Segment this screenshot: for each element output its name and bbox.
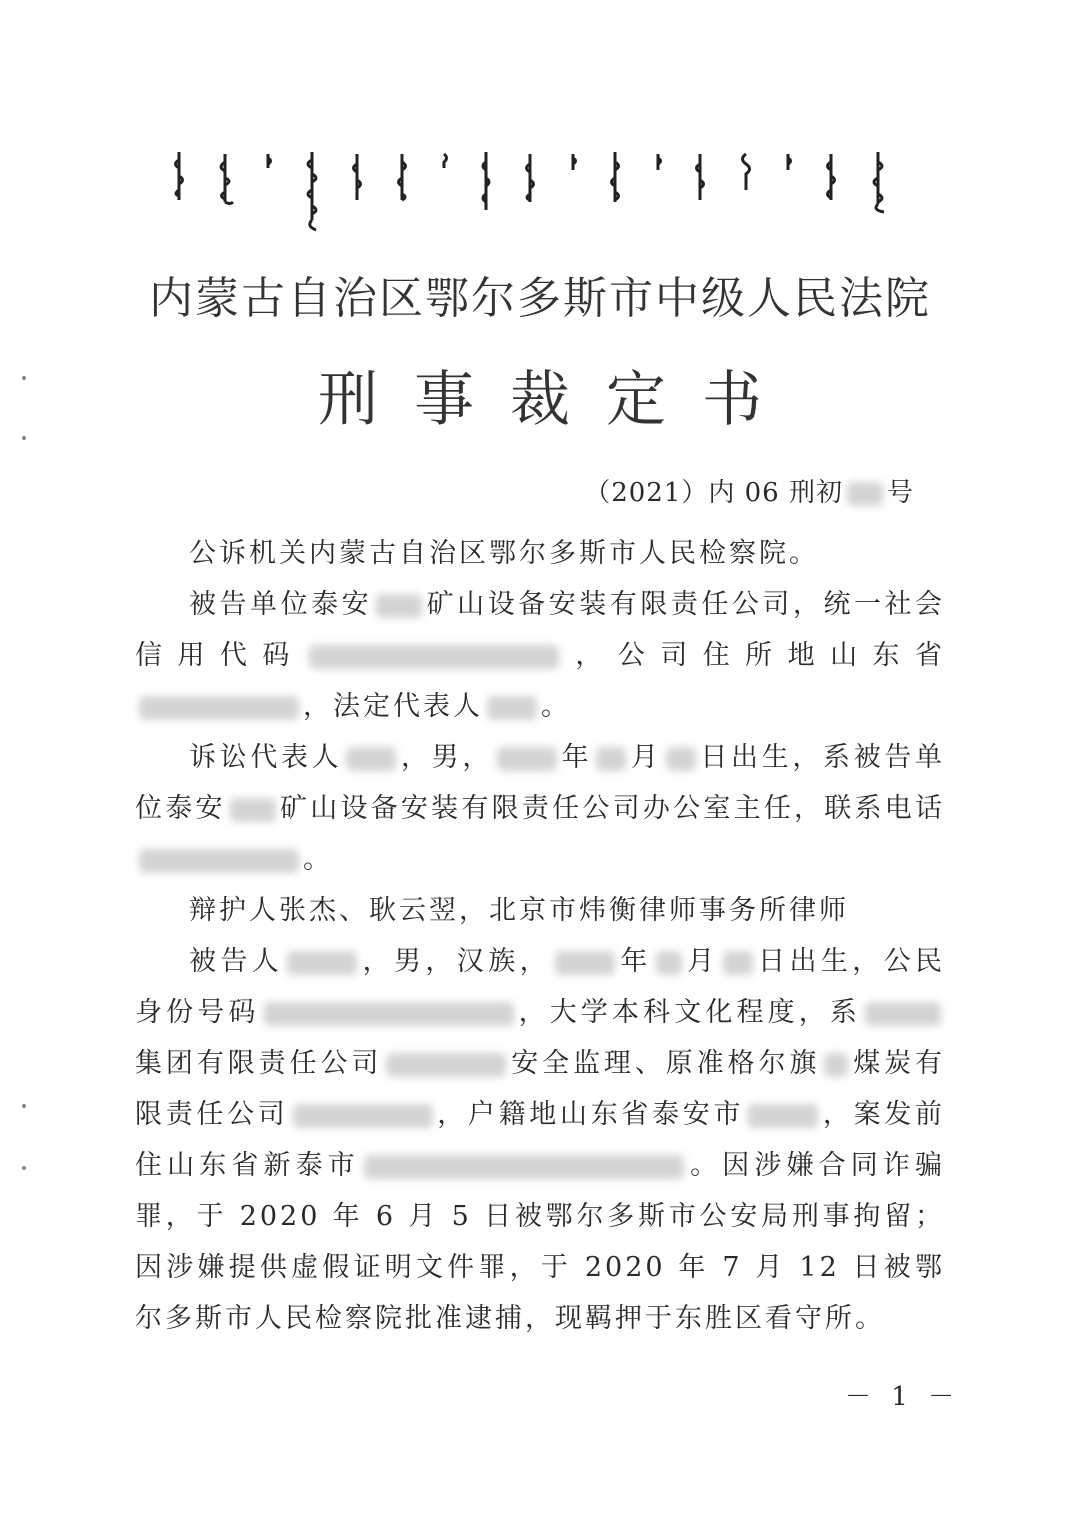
margin-mark (22, 1104, 26, 1108)
redacted-residence (364, 1155, 684, 1179)
defendant-company-paragraph: 被告单位泰安 矿山设备安装有限责任公司，统一社会信用代码 ，公司住所地山东省，法定代表人 。 (135, 589, 946, 722)
court-name: 内蒙古自治区鄂尔多斯市中级人民法院 (149, 273, 931, 324)
redacted-legal-rep (487, 696, 537, 720)
redacted-month (656, 951, 682, 975)
document-title: 刑事裁定书 (318, 365, 798, 435)
document-body (135, 528, 945, 1344)
redacted-company-name (230, 798, 276, 822)
margin-mark (22, 1166, 26, 1170)
redacted-district (748, 1104, 818, 1128)
redacted-year (555, 951, 615, 975)
redacted-position (293, 1104, 433, 1128)
redacted-credit-code (309, 645, 559, 669)
redacted-id-number (264, 1002, 514, 1026)
margin-mark (22, 436, 26, 440)
defendant-paragraph: 被告人 ，男，汉族， 年 月 日出生，公民身份号码 ，大学本科文化程度，系集团有限责任公司 安全监理、原准格尔旗 煤炭有限责任公司 ，户籍地山东省泰安市 ，案发前住山东省新泰市 。因涉嫌合同诈骗罪，于 2020 年 6 月 5 日被鄂尔多斯市公安局刑事拘留；因涉嫌提供虚假证明文件罪，于 2020 年 7 月 12 日被鄂尔多斯市人民检察院批准逮捕，现羁押于东胜区看守所。 (135, 946, 946, 1334)
litigation-rep-paragraph: 诉讼代表人 ，男， 年 月 日出生，系被告单位泰安 矿山设备安装有限责任公司办公室主任，联系电话。 (135, 742, 946, 875)
redacted-department (386, 1053, 506, 1077)
mongolian-court-name (170, 150, 890, 240)
redacted-company-name (376, 594, 422, 618)
case-number-prefix: （2021）内 06 刑初 (584, 478, 843, 508)
redacted-rep-name (346, 747, 396, 771)
redacted-year (497, 747, 557, 771)
case-number (584, 472, 914, 509)
prosecutor-paragraph: 公诉机关内蒙古自治区鄂尔多斯市人民检察院。 (189, 538, 819, 569)
redacted-company-name (824, 1053, 848, 1077)
redacted-day (723, 951, 753, 975)
case-number-suffix: 号 (886, 478, 914, 508)
defense-counsel-paragraph: 辩护人张杰、耿云翌，北京市炜衡律师事务所律师 (189, 895, 849, 926)
redacted-case-seq (847, 482, 883, 506)
redacted-day (666, 747, 696, 771)
redacted-employer (865, 1002, 941, 1026)
redacted-address (139, 696, 299, 720)
redacted-defendant-name (287, 951, 357, 975)
margin-mark (22, 376, 26, 380)
redacted-phone (139, 849, 299, 873)
page-number: － 1 － (845, 1382, 961, 1412)
redacted-month (596, 747, 626, 771)
